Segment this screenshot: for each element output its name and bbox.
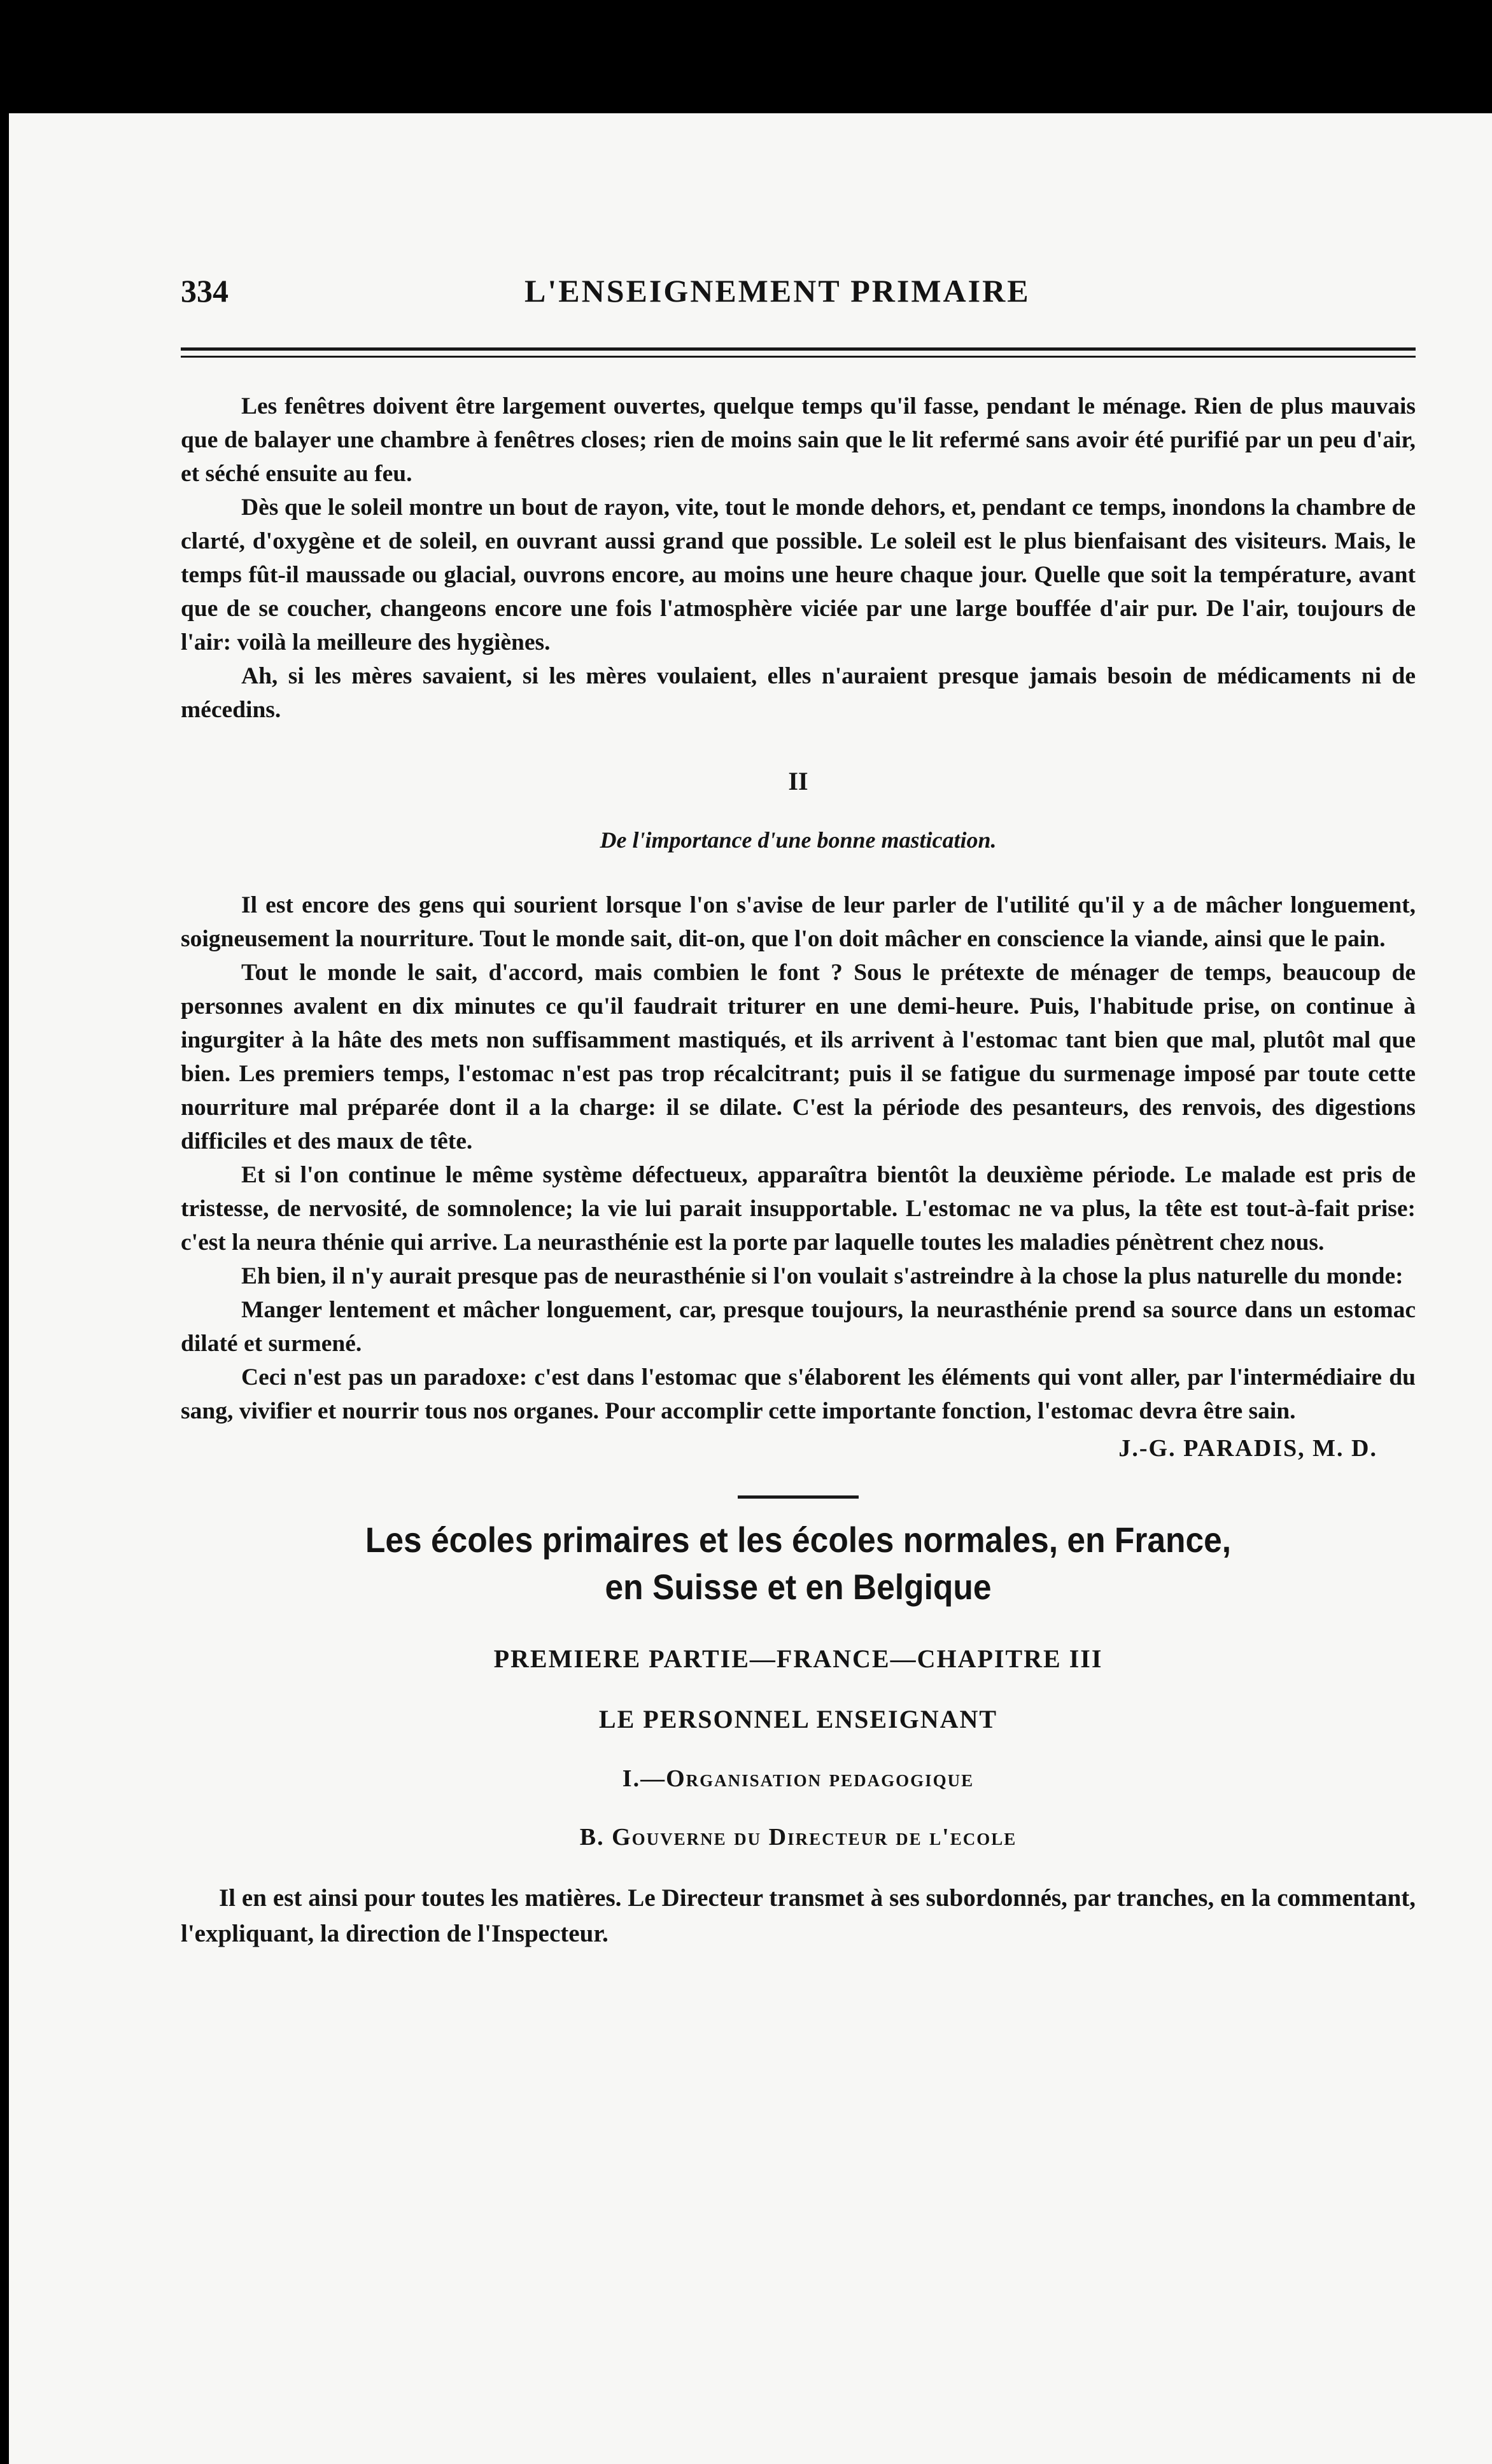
author-signature: J.-G. PARADIS, M. D. xyxy=(1118,1435,1377,1462)
gouverne-heading: B. Gouverne du Directeur de l'ecole xyxy=(579,1824,1017,1851)
paragraph: Ceci n'est pas un paradoxe: c'est dans l'estomac que s'élaborent les éléments qui vont aller, par l'intermédiaire du sang, vivifier et nourrir tous nos organes. Pour accomplir cette importante fonction, l'estomac devra être sain. xyxy=(181,1364,1416,1424)
section-numeral: II xyxy=(788,767,808,795)
page-number: 334 xyxy=(181,273,229,309)
paragraph: Dès que le soleil montre un bout de rayon, vite, tout le monde dehors, et, pendant ce temps, inondons la chambre de clarté, d'oxygène et de soleil, en ouvrant aussi grand que possible. Le soleil est le plus bienfaisant des visiteurs. Mais, le temps fût-il maussade ou glacial, ouvrons encore, au moins une heure chaque jour. Quelle que soit la température, avant que de se coucher, changeons encore une fois l'atmosphère viciée par une large bouffée d'air pur. De l'air, toujours de l'air: voilà la meilleure des hygiènes. xyxy=(181,494,1416,655)
scanned-page xyxy=(9,113,1492,2464)
article-title xyxy=(230,1516,1367,1611)
section-one xyxy=(181,389,1416,727)
page-content xyxy=(181,272,1416,1952)
paragraph: Les fenêtres doivent être largement ouvertes, quelque temps qu'il fasse, pendant le ménage. Rien de plus mauvais que de balayer une chambre à fenêtres closes; rien de moins sain que le lit refermé sans avoir été purifié par un peu d'air, et séché ensuite au feu. xyxy=(181,393,1416,487)
paragraph: Et si l'on continue le même système défectueux, apparaîtra bientôt la deuxième période. Le malade est pris de tristesse, de nervosité, de somnolence; la vie lui parait insupportable. L'estomac ne va plus, la tête est tout-à-fait prise: c'est la neura thénie qui arrive. La neurasthénie est la porte par laquelle toutes les maladies pénètrent chez nous. xyxy=(181,1162,1416,1256)
section-divider xyxy=(738,1495,859,1499)
paragraph: Il en est ainsi pour toutes les matières. Le Directeur transmet à ses subordonnés, par tranches, en la commentant, l'expliquant, la direction de l'Inspecteur. xyxy=(181,1884,1416,1947)
part-heading: PREMIERE PARTIE—FRANCE—CHAPITRE III xyxy=(493,1644,1103,1673)
section-subtitle: De l'importance d'une bonne mastication. xyxy=(600,827,997,853)
paragraph: Il est encore des gens qui sourient lorsque l'on s'avise de leur parler de l'utilité qu'il y a de mâcher longuement, soigneusement la nourriture. Tout le monde sait, dit-on, que l'on doit mâcher en conscience la viande, ainsi que le pain. xyxy=(181,892,1416,952)
article-body xyxy=(181,1880,1416,1952)
paragraph: Tout le monde le sait, d'accord, mais combien le font ? Sous le prétexte de ménager de temps, beaucoup de personnes avalent en dix minutes ce qu'il faudrait triturer en une demi-heure. Puis, l'habitude prise, on continue à ingurgiter à la hâte des mets non suffisamment mastiqués, et ils arrivent à l'estomac tant bien que mal, plutôt mal que bien. Les premiers temps, l'estomac n'est pas trop récalcitrant; puis il se fatigue du surmenage imposé par toute cette nourriture mal préparée dont il a la charge: il se dilate. C'est la période des pesanteurs, des renvois, des digestions difficiles et des maux de tête. xyxy=(181,960,1416,1154)
running-head: L'ENSEIGNEMENT PRIMAIRE xyxy=(524,273,1031,309)
header-double-rule xyxy=(181,347,1416,358)
paragraph: Ah, si les mères savaient, si les mères voulaient, elles n'auraient presque jamais besoin de médicaments ni de mécedins. xyxy=(181,663,1416,723)
paragraph: Manger lentement et mâcher longuement, car, presque toujours, la neurasthénie prend sa source dans un estomac dilaté et surmené. xyxy=(181,1297,1416,1357)
paragraph: Eh bien, il n'y aurait presque pas de neurasthénie si l'on voulait s'astreindre à la chose la plus naturelle du monde: xyxy=(241,1263,1404,1289)
personnel-heading: LE PERSONNEL ENSEIGNANT xyxy=(598,1705,998,1733)
article-title-line: Les écoles primaires et les écoles normales, en France, xyxy=(365,1520,1232,1560)
article-title-line: en Suisse et en Belgique xyxy=(605,1567,992,1607)
page-header xyxy=(181,272,1416,309)
section-two xyxy=(181,888,1416,1428)
organisation-heading: I.—Organisation pedagogique xyxy=(622,1765,975,1792)
